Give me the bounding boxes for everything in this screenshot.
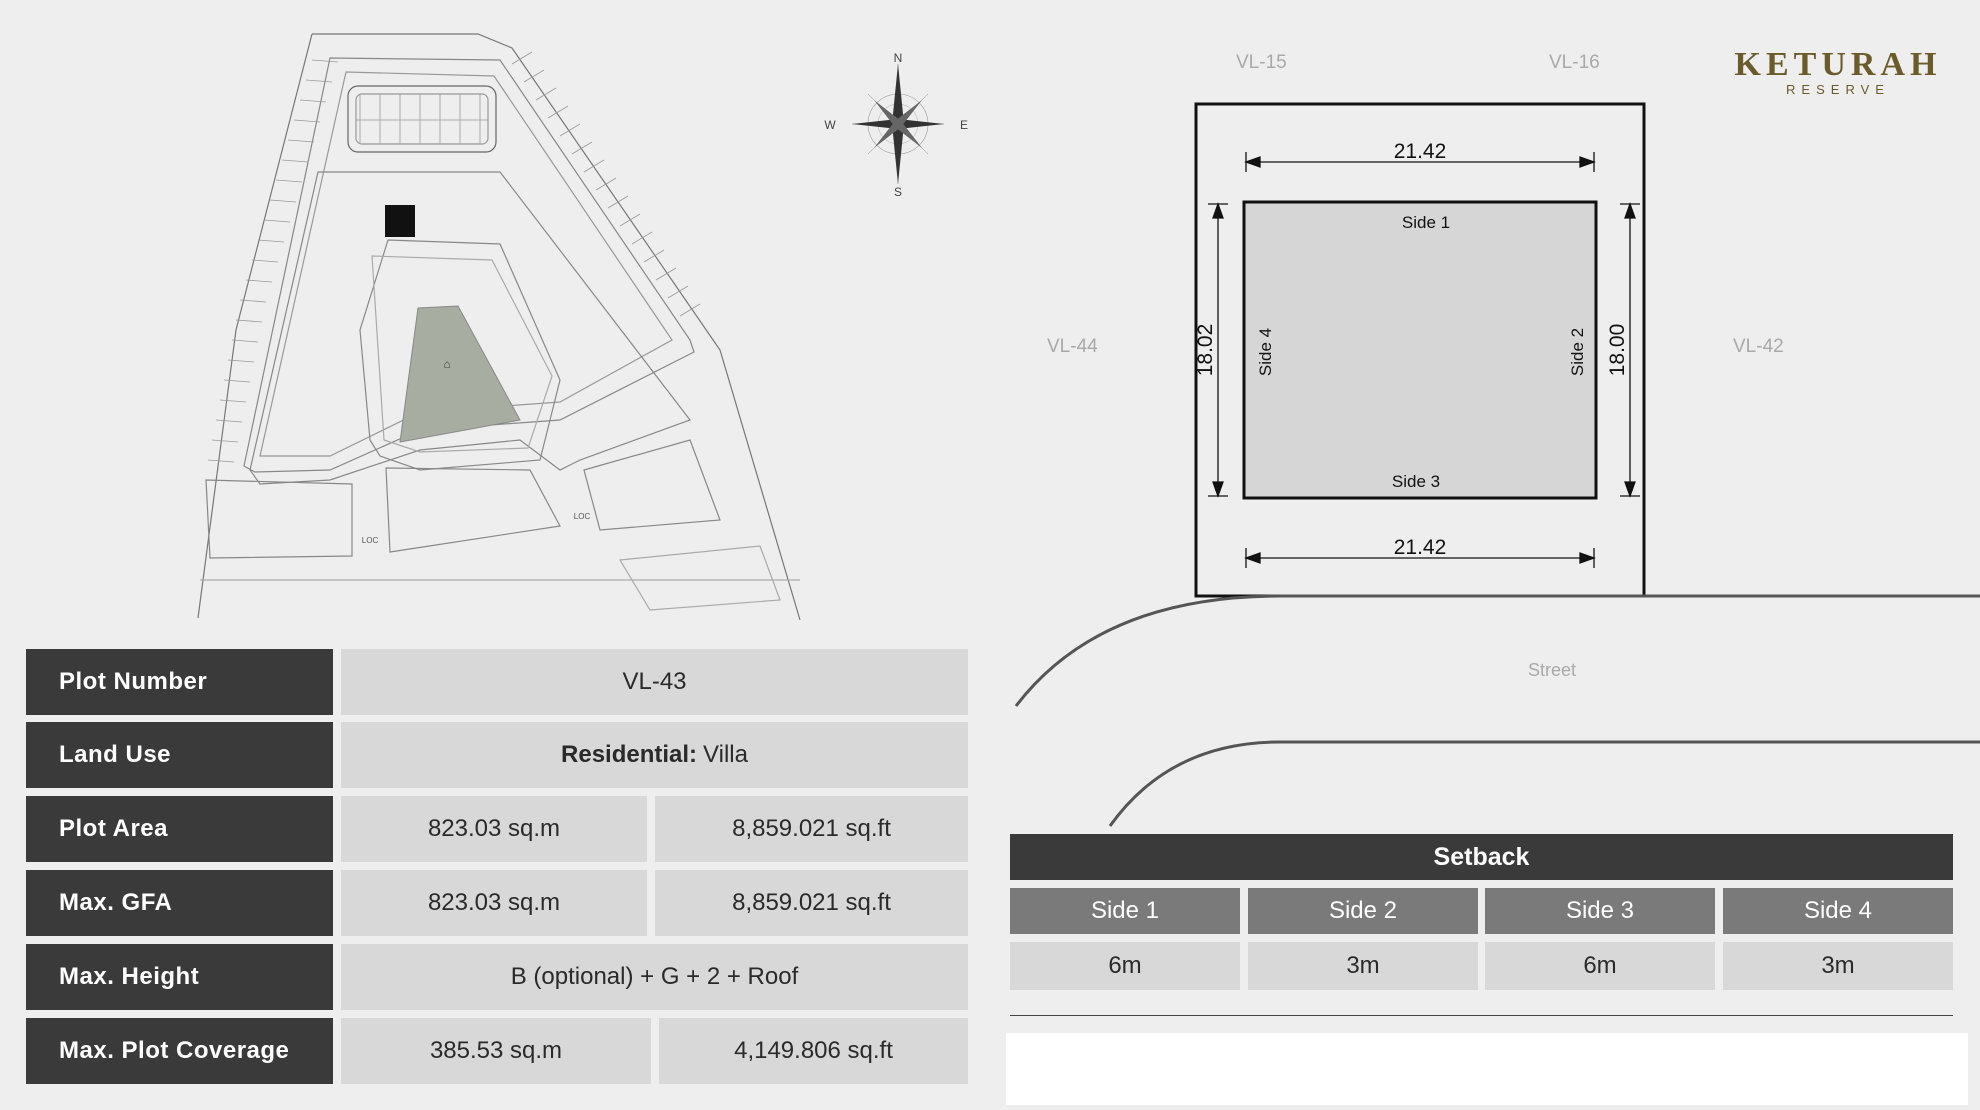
plot-area-sqm: 823.03 sq.m <box>341 796 647 862</box>
loc-label: LOC <box>573 512 591 521</box>
plot-number-label: Plot Number <box>26 649 333 715</box>
plot-number-value: VL-43 <box>341 649 968 715</box>
max-gfa-sqm: 823.03 sq.m <box>341 870 647 936</box>
svg-text:⌂: ⌂ <box>443 357 451 371</box>
max-plot-coverage-sqft: 4,149.806 sq.ft <box>659 1018 968 1084</box>
street-curve-bottom <box>1110 742 1980 826</box>
plot-area-sqft: 8,859.021 sq.ft <box>655 796 968 862</box>
loc-label: LOC <box>361 536 379 545</box>
plot-side-3: Side 3 <box>1391 472 1441 491</box>
land-use-value <box>341 722 968 788</box>
max-height-label: Max. Height <box>26 944 333 1010</box>
setback-side-4-label: Side 4 <box>1723 888 1953 934</box>
plot-side-1: Side 1 <box>1401 213 1451 232</box>
street-curve-top <box>1016 596 1980 706</box>
setback-side-2-label: Side 2 <box>1248 888 1478 934</box>
max-gfa-sqft: 8,859.021 sq.ft <box>655 870 968 936</box>
compass-west: W <box>824 118 836 132</box>
setback-side-4-value: 3m <box>1723 942 1953 990</box>
blank-panel <box>1006 1033 1968 1105</box>
neighbor-vl-44: VL-44 <box>1047 336 1098 357</box>
max-height-value: B (optional) + G + 2 + Roof <box>341 944 968 1010</box>
street-label: Street <box>1528 660 1577 680</box>
plot-outline <box>1244 202 1596 498</box>
compass-south: S <box>893 185 903 199</box>
setback-side-1-value: 6m <box>1010 942 1240 990</box>
bottom-dimension: 21.42 <box>1393 536 1447 559</box>
setback-side-3-value: 6m <box>1485 942 1715 990</box>
left-dimension: 18.02 <box>1194 323 1217 377</box>
neighbor-vl-42: VL-42 <box>1733 336 1784 357</box>
top-dimension: 21.42 <box>1393 140 1447 163</box>
setback-side-3-label: Side 3 <box>1485 888 1715 934</box>
plot-area-label: Plot Area <box>26 796 333 862</box>
land-use-label: Land Use <box>26 722 333 788</box>
neighbor-vl-15: VL-15 <box>1236 52 1287 73</box>
setback-divider <box>1010 1015 1953 1016</box>
max-plot-coverage-label: Max. Plot Coverage <box>26 1018 333 1084</box>
brand-subtitle: RESERVE <box>1786 82 1890 97</box>
right-dimension: 18.00 <box>1606 323 1629 377</box>
setback-side-2-value: 3m <box>1248 942 1478 990</box>
land-use-type: Villa <box>703 741 748 768</box>
setback-side-1-label: Side 1 <box>1010 888 1240 934</box>
max-gfa-label: Max. GFA <box>26 870 333 936</box>
compass-north: N <box>893 51 903 65</box>
brand-logo: KETURAH <box>1734 46 1942 83</box>
max-plot-coverage-sqm: 385.53 sq.m <box>341 1018 651 1084</box>
plot-side-4: Side 4 <box>1256 327 1275 377</box>
plot-side-2: Side 2 <box>1568 327 1587 377</box>
land-use-category: Residential: <box>561 741 698 768</box>
setback-title: Setback <box>1010 834 1953 880</box>
neighbor-vl-16: VL-16 <box>1549 52 1600 73</box>
compass-east: E <box>959 118 969 132</box>
